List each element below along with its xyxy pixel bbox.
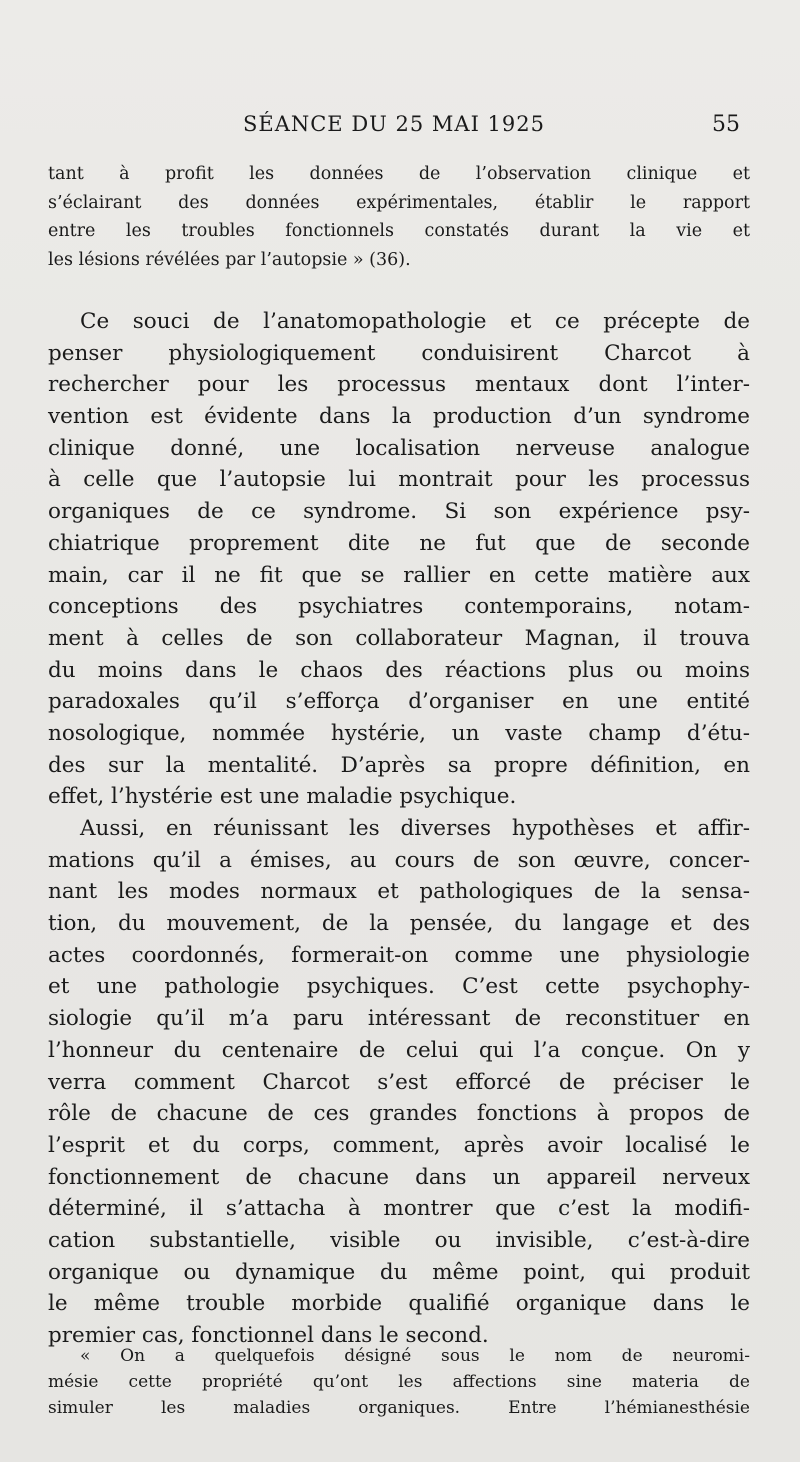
text-line: nant les modes normaux et pathologiques de la sensa- xyxy=(48,879,750,905)
text-line: actes coordonnés, formerait-on comme une physiologie xyxy=(48,942,750,968)
text-line: cation substantielle, visible ou invisible, c’est-à-dire xyxy=(48,1227,750,1253)
paragraph-top xyxy=(48,160,750,274)
text-line: clinique donné, une localisation nerveuse analogue xyxy=(48,435,750,461)
text-line: le même trouble morbide qualifié organique dans le xyxy=(48,1291,750,1317)
text-line: tion, du mouvement, de la pensée, du langage et des xyxy=(48,911,750,937)
text-line: main, car il ne fit que se rallier en cette matière aux xyxy=(48,562,750,588)
text-line: mésie cette propriété qu’ont les affections sine materia de xyxy=(48,1372,750,1392)
text-line: ment à celles de son collaborateur Magnan, il trouva xyxy=(48,625,750,651)
text-line: rôle de chacune de ces grandes fonctions à propos de xyxy=(48,1101,750,1127)
text-line: conceptions des psychiatres contemporains, notam- xyxy=(48,594,750,620)
text-line: organique ou dynamique du même point, qui produit xyxy=(48,1259,750,1285)
text-line: « On a quelquefois désigné sous le nom de neuromi- xyxy=(80,1346,750,1366)
text-line: fonctionnement de chacune dans un appareil nerveux xyxy=(48,1164,750,1190)
text-line: à celle que l’autopsie lui montrait pour les processus xyxy=(48,467,750,493)
text-line: simuler les maladies organiques. Entre l’hémianesthésie xyxy=(48,1398,750,1418)
text-line: nosologique, nommée hystérie, un vaste champ d’étu- xyxy=(48,720,750,746)
text-line: et une pathologie psychiques. C’est cette psychophy- xyxy=(48,974,750,1000)
text-line: Ce souci de l’anatomopathologie et ce précepte de xyxy=(80,309,750,334)
text-line: l’esprit et du corps, comment, après avoir localisé le xyxy=(48,1132,750,1158)
text-line: des sur la mentalité. D’après sa propre définition, en xyxy=(48,752,750,778)
paragraph-quote xyxy=(48,1343,750,1421)
text-line: verra comment Charcot s’est efforcé de préciser le xyxy=(48,1069,750,1095)
paragraph-main xyxy=(48,306,750,813)
text-line: vention est évidente dans la production d’un syndrome xyxy=(48,404,750,430)
text-line: déterminé, il s’attacha à montrer que c’est la modifi- xyxy=(48,1196,750,1222)
text-line: chiatrique proprement dite ne fut que de seconde xyxy=(48,530,750,556)
text-line: les lésions révélées par l’autopsie » (36). xyxy=(48,249,411,270)
text-line: du moins dans le chaos des réactions plus ou moins xyxy=(48,657,750,683)
text-line: s’éclairant des données expérimentales, établir le rapport xyxy=(48,192,750,213)
paragraph-second xyxy=(48,813,750,1352)
text-line: premier cas, fonctionnel dans le second. xyxy=(48,1323,489,1348)
text-line: Aussi, en réunissant les diverses hypothèses et affir- xyxy=(80,816,750,841)
text-line: organiques de ce syndrome. Si son expérience psy- xyxy=(48,499,750,525)
running-title: SÉANCE DU 25 MAI 1925 xyxy=(242,112,546,136)
text-line: penser physiologiquement conduisirent Charcot à xyxy=(48,340,750,366)
running-head xyxy=(48,112,740,146)
text-line: mations qu’il a émises, au cours de son œuvre, concer- xyxy=(48,847,750,873)
text-line: l’honneur du centenaire de celui qui l’a conçue. On y xyxy=(48,1037,750,1063)
text-line: siologie qu’il m’a paru intéressant de reconstituer en xyxy=(48,1006,750,1032)
page-number: 55 xyxy=(712,112,740,137)
text-line: paradoxales qu’il s’efforça d’organiser en une entité xyxy=(48,689,750,715)
text-line: tant à profit les données de l’observation clinique et xyxy=(48,164,750,184)
text-line: entre les troubles fonctionnels constatés durant la vie et xyxy=(48,221,750,241)
text-line: rechercher pour les processus mentaux dont l’inter- xyxy=(48,372,750,398)
text-line: effet, l’hystérie est une maladie psychique. xyxy=(48,784,517,810)
